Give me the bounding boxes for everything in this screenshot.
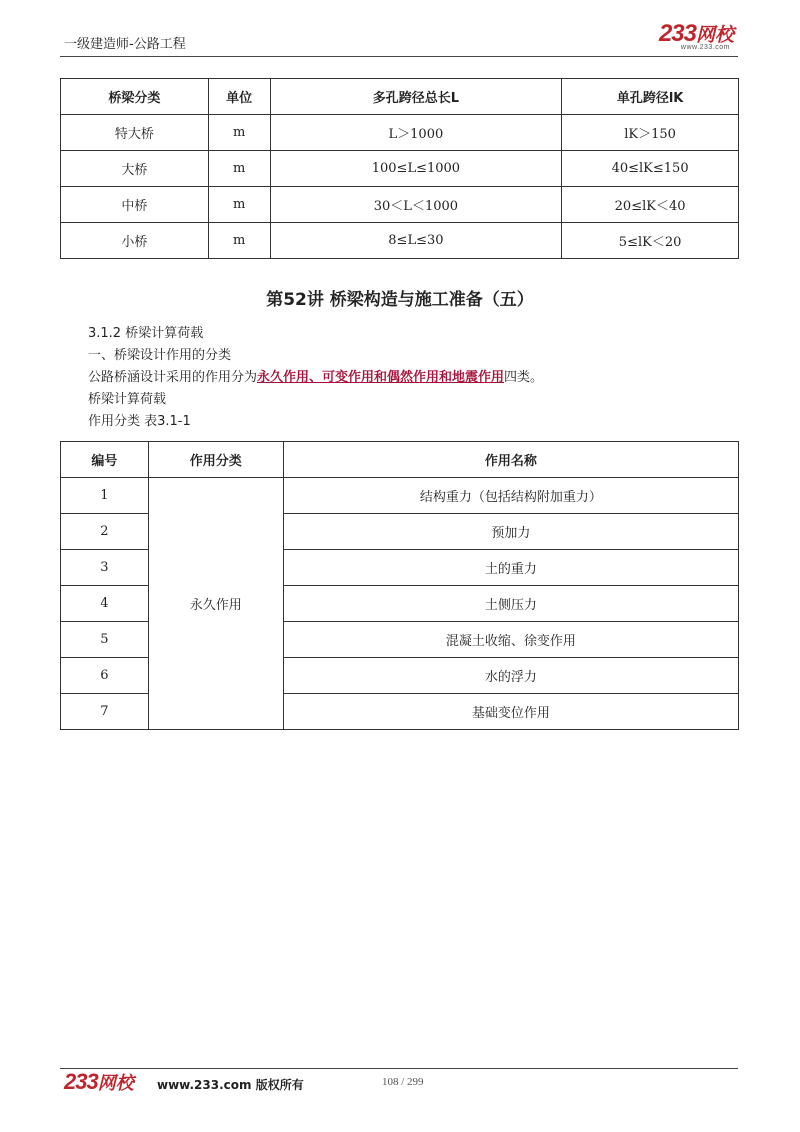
header-cell: 单位 [208,79,270,115]
table-cell: m [208,151,270,187]
table-cell: 7 [61,694,149,730]
table-cell: L＞1000 [270,115,562,151]
header-rule [60,56,738,57]
table-cell: 4 [61,586,149,622]
table-cell: 40≤lK≤150 [562,151,739,187]
header-cell: 作用分类 [148,442,283,478]
section-title: 第52讲 桥梁构造与施工准备（五） [266,290,534,310]
table-cell: 6 [61,658,149,694]
action-classification-table [60,441,739,730]
table-cell: 1 [61,478,149,514]
bridge-classification-table [60,78,739,259]
table-cell: 20≤lK＜40 [562,187,739,223]
table-cell: 土侧压力 [283,586,738,622]
table-row [61,187,739,223]
logo-site: www.233.com [680,44,730,51]
subsection-heading: 3.1.2 桥梁计算荷载 [88,326,204,341]
table-cell: 3 [61,550,149,586]
header-title: 一级建造师-公路工程 [64,37,186,52]
table-cell: 土的重力 [283,550,738,586]
category-cell: 永久作用 [148,478,283,730]
table-row [61,151,739,187]
footer-copyright: www.233.com 版权所有 [157,1078,304,1092]
body-line: 桥梁计算荷载 [88,392,167,407]
highlight-text: 永久作用、可变作用和偶然作用和地震作用 [257,370,505,385]
table-cell: 100≤L≤1000 [270,151,562,187]
table-header-row [61,79,739,115]
table-caption: 作用分类 表3.1-1 [88,414,191,429]
page-number: 108 / 299 [382,1076,424,1088]
table-header-row [61,442,739,478]
table-cell: 8≤L≤30 [270,223,562,259]
table-cell: m [208,187,270,223]
table-cell: 结构重力（包括结构附加重力） [283,478,738,514]
footer-rule [60,1068,738,1069]
header-cell: 多孔跨径总长L [270,79,562,115]
table-cell: lK＞150 [562,115,739,151]
table-cell: 5≤lK＜20 [562,223,739,259]
table-cell: 基础变位作用 [283,694,738,730]
header-cell: 桥梁分类 [61,79,209,115]
subsection-subheading: 一、桥梁设计作用的分类 [88,348,232,363]
paragraph-suffix: 四类。 [504,370,544,385]
logo-text: 网校 [695,24,734,46]
footer-logo [64,1071,134,1093]
footer-logo-text: 网校 [97,1073,134,1094]
table-cell: 大桥 [61,151,209,187]
table-cell: m [208,115,270,151]
paragraph-prefix: 公路桥涵设计采用的作用分为 [88,370,258,385]
table-cell: 特大桥 [61,115,209,151]
brand-logo [659,22,734,51]
table-cell: 5 [61,622,149,658]
table-cell: 混凝土收缩、徐变作用 [283,622,738,658]
header-cell: 单孔跨径lK [562,79,739,115]
logo-number: 233 [658,20,696,47]
table-cell: 2 [61,514,149,550]
body-paragraph [88,366,543,385]
header-cell: 作用名称 [283,442,738,478]
header-cell: 编号 [61,442,149,478]
footer-logo-number: 233 [64,1069,98,1094]
table-cell: m [208,223,270,259]
table-cell: 小桥 [61,223,209,259]
table-cell: 预加力 [283,514,738,550]
table-row [61,115,739,151]
table-row [61,223,739,259]
table-cell: 中桥 [61,187,209,223]
table-row [61,478,739,514]
table-cell: 30＜L＜1000 [270,187,562,223]
table-cell: 水的浮力 [283,658,738,694]
